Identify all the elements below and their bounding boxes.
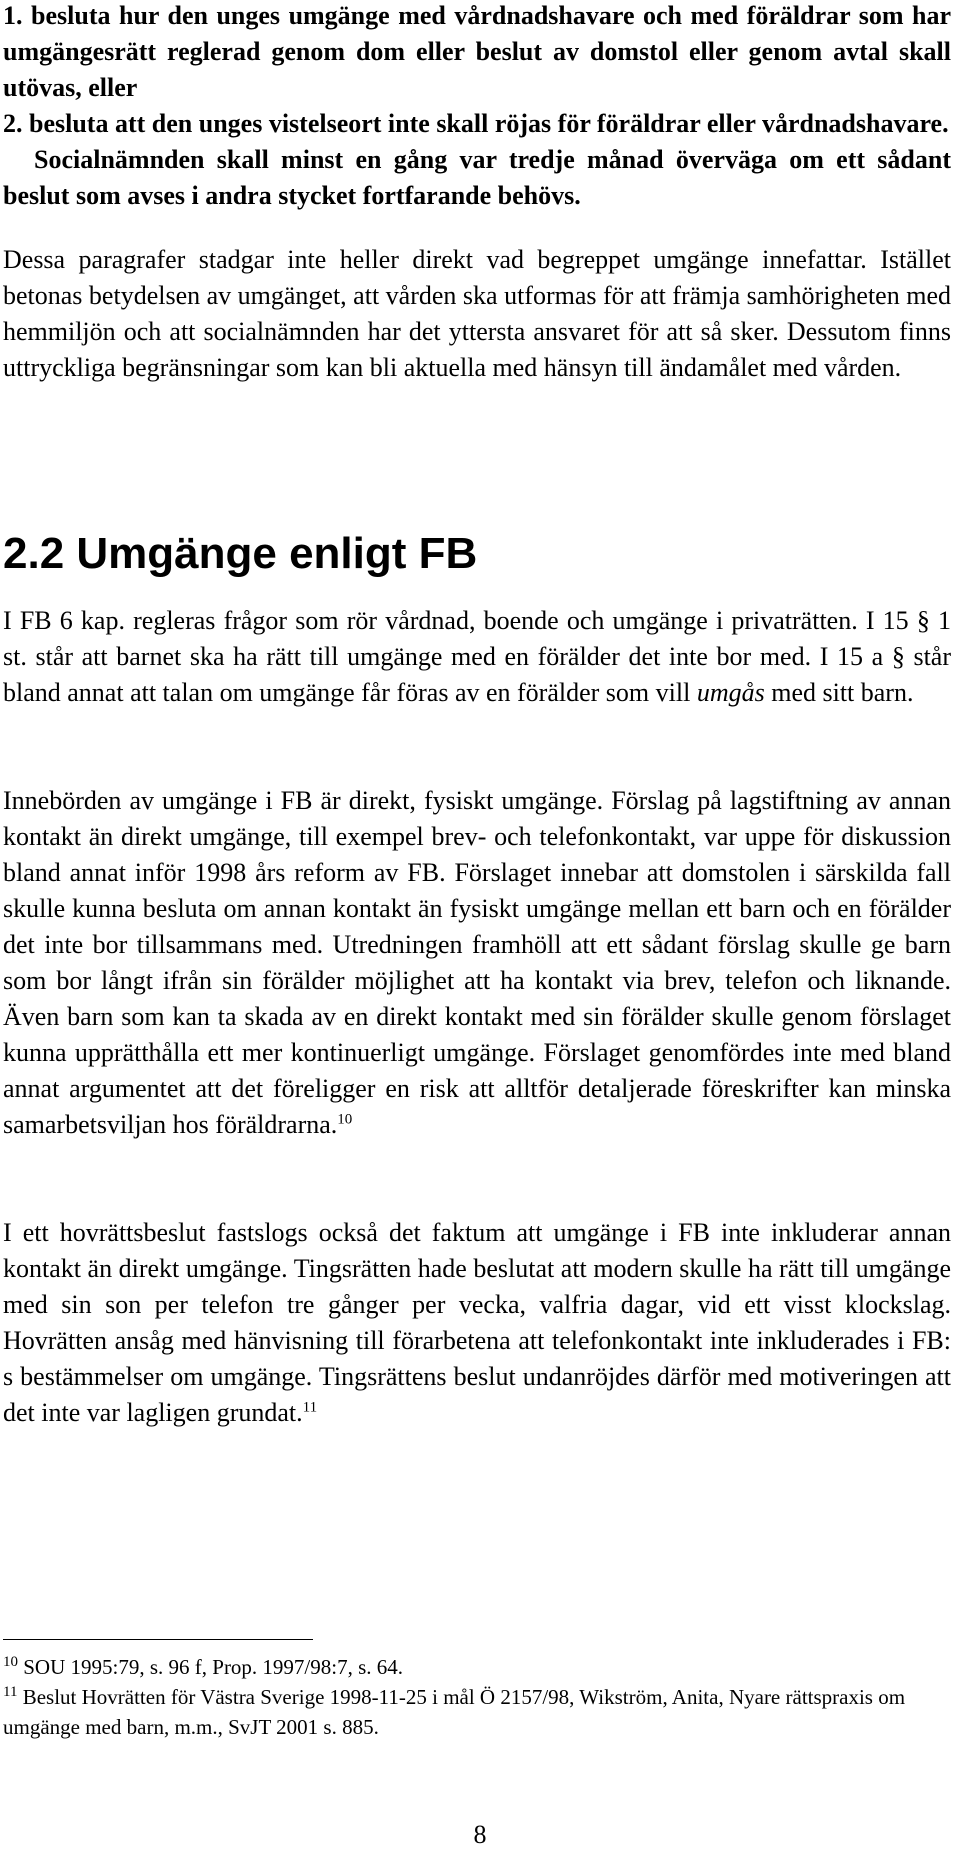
paragraph-2-emphasis: umgås xyxy=(696,678,765,707)
paragraph-4-text: I ett hovrättsbeslut fastslogs också det faktum att umgänge i FB inte inkluderar annan kontakt än direkt umgänge. Tingsrätten hade beslutat att modern skulle ha rätt till umgänge med sin son per telefon tre gånger per vecka, valfria dagar, vid ett visst klockslag. Hovrätten ansåg med hänvisning till förarbetena att telefonkontakt inte inkluderades i FB: s bestämmelser om umgänge. Tingsrättens beslut undanröjdes därför med motiveringen att det inte var lagligen grundat. xyxy=(3,1218,951,1427)
footnote-10 xyxy=(3,1652,943,1682)
statute-paragraph: Socialnämnden skall minst en gång var tredje månad överväga om ett sådant beslut som avses i andra stycket fortfarande behövs. xyxy=(3,145,951,210)
footnote-ref-11[interactable]: 11 xyxy=(302,1399,318,1416)
page-number: 8 xyxy=(473,1820,487,1849)
footnote-text: SOU 1995:79, s. 96 f, Prop. 1997/98:7, s. 64. xyxy=(18,1655,404,1679)
body-paragraph-4 xyxy=(3,1215,951,1431)
section-heading: 2.2 Umgänge enligt FB xyxy=(3,529,478,578)
footnote-separator xyxy=(3,1639,313,1640)
footnote-number: 11 xyxy=(3,1684,18,1700)
statute-quote xyxy=(3,0,951,214)
footnote-number: 10 xyxy=(3,1654,18,1670)
footnote-text: Beslut Hovrätten för Västra Sverige 1998-11-25 i mål Ö 2157/98, Wikström, Anita, Nyare rättspraxis om umgänge med barn, m.m., SvJT 2001 s. 885. xyxy=(3,1685,906,1739)
paragraph-3-text: Innebörden av umgänge i FB är direkt, fysiskt umgänge. Förslag på lagstiftning av annan kontakt än direkt umgänge, till exempel brev- och telefonkontakt, var uppe för diskussion bland annat inför 1998 års reform av FB. Förslaget innebar att domstolen i särskilda fall skulle kunna besluta om annan kontakt än fysiskt umgänge mellan ett barn och en förälder det inte bor tillsammans med. Utredningen framhöll att ett sådant förslag skulle ge barn som bor långt ifrån sin förälder möjlighet att ha kontakt via brev, telefon och liknande. Även barn som kan ta skada av en direkt kontakt med sin förälder skulle genom förslaget kunna upprätthålla ett mer kontinuerligt umgänge. Förslaget genomfördes inte med bland annat argumentet att det föreligger en risk att alltför detaljerade föreskrifter kan minska samarbetsviljan hos föräldrarna. xyxy=(3,786,951,1139)
statute-item-1: 1. besluta hur den unges umgänge med vårdnadshavare och med föräldrar som har umgängesrätt reglerad genom dom eller beslut av domstol eller genom avtal skall utövas, eller xyxy=(3,1,951,102)
body-paragraph-3 xyxy=(3,783,951,1143)
body-paragraph-2 xyxy=(3,603,951,711)
body-paragraph-1: Dessa paragrafer stadgar inte heller direkt vad begreppet umgänge innefattar. Istället betonas betydelsen av umgänget, att vården ska utformas för att främja samhörigheten med hemmiljön och att socialnämnden har det yttersta ansvaret för att så sker. Dessutom finns uttryckliga begränsningar som kan bli aktuella med hänsyn till ändamålet med vården. xyxy=(3,245,951,382)
footnote-ref-10[interactable]: 10 xyxy=(337,1111,353,1128)
paragraph-2-text-a: I FB 6 kap. regleras frågor som rör vårdnad, boende och umgänge i privaträtten. I 15 § 1 st. står att barnet ska ha rätt till umgänge med en förälder det inte bor med. I 15 a § står bland annat att talan om umgänge får föras av en förälder som vill xyxy=(3,606,951,707)
footnote-11 xyxy=(3,1682,943,1742)
statute-item-2: 2. besluta att den unges vistelseort inte skall röjas för föräldrar eller vårdnadshavare. xyxy=(3,109,949,138)
paragraph-2-text-b: med sitt barn. xyxy=(764,678,914,707)
footnotes xyxy=(3,1652,943,1742)
